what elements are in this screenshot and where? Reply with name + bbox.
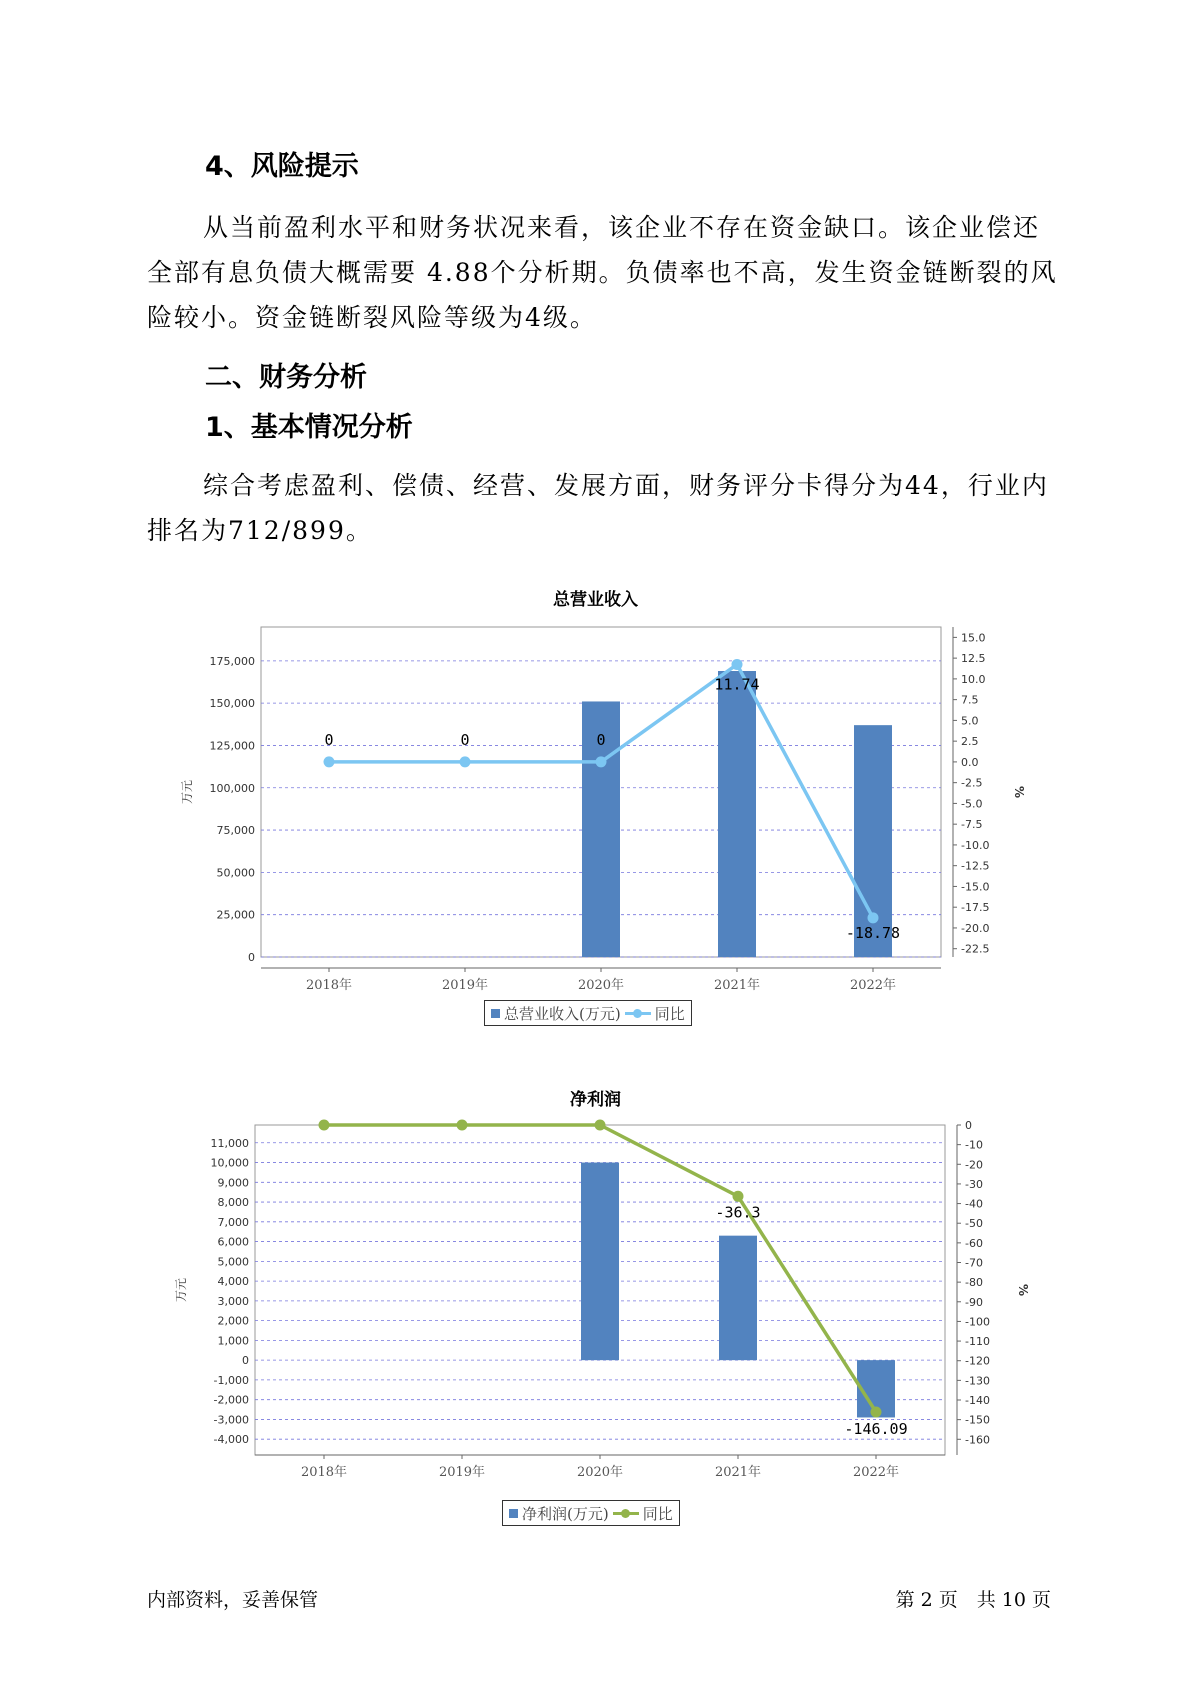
y-tick-label: 75,000 [216, 824, 255, 838]
x-tick-label: 2018年 [305, 978, 353, 993]
y2-tick-label: 12.5 [961, 652, 986, 666]
x-tick-label: 2021年 [713, 978, 761, 993]
x-tick-label: 2020年 [577, 978, 625, 993]
y-tick-label: 7,000 [217, 1215, 249, 1229]
y2-tick-label: -5.0 [961, 797, 983, 811]
y2-tick-label: -22.5 [961, 942, 990, 956]
y2-tick-label: 10.0 [961, 672, 986, 686]
legend-bar-label: 总营业收入(万元) [504, 1004, 621, 1023]
y2-tick-label: -140 [965, 1394, 990, 1407]
y-tick-label: 3,000 [217, 1294, 249, 1308]
x-tick-label: 2019年 [441, 978, 489, 993]
data-label-3: 11.74 [714, 675, 760, 694]
chart-title-net-profit: 净利润 [570, 1090, 621, 1110]
data-label-4: -18.78 [845, 923, 901, 942]
y-tick-label: 125,000 [209, 739, 255, 753]
y2-tick-label: -12.5 [961, 859, 990, 873]
line-point-4 [871, 1406, 882, 1417]
y2-axis-label: % [1016, 1283, 1030, 1297]
y-tick-label: 175,000 [209, 654, 255, 668]
y-tick-label: 10,000 [210, 1156, 249, 1170]
y2-tick-label: 2.5 [961, 735, 979, 749]
y-tick-label: 4,000 [217, 1275, 249, 1289]
chart-title-revenue: 总营业收入 [553, 590, 638, 610]
data-label-1: 0 [460, 730, 470, 749]
section-heading-financial-analysis: 二、财务分析 [205, 362, 367, 393]
y2-tick-label: -15.0 [961, 880, 990, 894]
legend-line-swatch [625, 1012, 651, 1015]
footer-page-number: 第 2 页 共 10 页 [895, 1589, 1051, 1611]
y2-tick-label: -20 [965, 1158, 983, 1172]
legend-bar-swatch [509, 1509, 518, 1518]
y-tick-label: 0 [248, 951, 255, 964]
y2-tick-label: 0 [965, 1119, 972, 1132]
sub-heading-basic-analysis: 1、基本情况分析 [205, 412, 413, 443]
y2-tick-label: -30 [965, 1177, 983, 1191]
x-tick-label: 2022年 [849, 978, 897, 993]
chart-revenue [0, 600, 1191, 1040]
y2-tick-label: -110 [965, 1335, 990, 1349]
y-tick-label: 150,000 [209, 697, 255, 711]
footer-confidential: 内部资料，妥善保管 [147, 1589, 319, 1611]
y2-tick-label: -17.5 [961, 901, 990, 915]
risk-paragraph: 从当前盈利水平和财务状况来看，该企业不存在资金缺口。该企业偿还全部有息负债大概需要 4.88个分析期。负债率也不高，发生资金链断裂的风险较小。资金链断裂风险等级为4级。 [147, 213, 1058, 332]
y-tick-label: 2,000 [217, 1314, 249, 1328]
y-axis-label: 万元 [174, 1277, 188, 1303]
y-tick-label: 8,000 [217, 1196, 249, 1210]
y2-tick-label: -20.0 [961, 921, 990, 935]
chart-net-profit [0, 1100, 1191, 1540]
legend-line-label: 同比 [642, 1504, 673, 1523]
legend-bar-label: 净利润(万元) [522, 1504, 609, 1523]
line-point-0 [319, 1120, 330, 1131]
x-tick-label: 2021年 [714, 1465, 762, 1480]
y2-tick-label: 7.5 [961, 693, 979, 707]
line-point-1 [457, 1120, 468, 1131]
line-point-0 [324, 756, 335, 767]
chart-legend-revenue [484, 1000, 692, 1026]
y2-tick-label: -80 [965, 1276, 983, 1290]
x-tick-label: 2019年 [438, 1465, 486, 1480]
y2-tick-label: -160 [965, 1433, 990, 1447]
y-tick-label: 5,000 [217, 1255, 249, 1269]
y-tick-label: 1,000 [217, 1334, 249, 1348]
x-tick-label: 2022年 [852, 1465, 900, 1480]
y-tick-label: 0 [242, 1354, 249, 1368]
legend-line-label: 同比 [654, 1004, 685, 1023]
data-label-3: -36.3 [715, 1203, 761, 1222]
y2-tick-label: -120 [965, 1354, 990, 1368]
line-point-3 [732, 659, 743, 670]
y2-tick-label: 15.0 [961, 631, 986, 645]
y2-tick-label: -60 [965, 1236, 983, 1250]
line-point-2 [595, 1120, 606, 1131]
line-point-1 [460, 756, 471, 767]
y2-tick-label: -2.5 [961, 776, 983, 790]
bar-3 [719, 1236, 757, 1360]
y2-tick-label: -70 [965, 1256, 983, 1270]
y-axis-label: 万元 [180, 779, 194, 805]
basic-analysis-paragraph: 综合考虑盈利、偿债、经营、发展方面，财务评分卡得分为44，行业内排名为712/899。 [147, 471, 1049, 545]
y2-tick-label: -50 [965, 1217, 983, 1231]
y-tick-label: -4,000 [213, 1433, 249, 1447]
line-point-4 [868, 912, 879, 923]
chart-legend-net-profit [502, 1500, 680, 1526]
legend-line-swatch [613, 1512, 639, 1515]
bar-2 [581, 1163, 619, 1361]
x-tick-label: 2020年 [576, 1465, 624, 1480]
legend-bar-swatch [491, 1009, 500, 1018]
line-point-3 [733, 1191, 744, 1202]
y2-tick-label: -7.5 [961, 818, 983, 832]
y2-tick-label: -100 [965, 1315, 990, 1329]
y2-tick-label: -150 [965, 1413, 990, 1427]
y-tick-label: 11,000 [210, 1136, 249, 1150]
bar-3 [718, 671, 756, 957]
data-label-2: 0 [596, 730, 606, 749]
y2-tick-label: -10 [965, 1138, 983, 1152]
y2-axis-label: % [1012, 785, 1026, 799]
y-tick-label: 50,000 [216, 866, 255, 880]
y2-tick-label: 0.0 [961, 755, 979, 769]
y2-tick-label: -10.0 [961, 838, 990, 852]
y2-tick-label: -130 [965, 1374, 990, 1388]
y-tick-label: -2,000 [213, 1393, 249, 1407]
y2-tick-label: -90 [965, 1295, 983, 1309]
data-label-0: 0 [324, 730, 334, 749]
y-tick-label: 6,000 [217, 1235, 249, 1249]
x-tick-label: 2018年 [300, 1465, 348, 1480]
y2-tick-label: 5.0 [961, 714, 979, 728]
section-heading-risk: 4、风险提示 [205, 151, 359, 182]
y-tick-label: -1,000 [213, 1373, 249, 1387]
y-tick-label: 25,000 [216, 908, 255, 922]
y-tick-label: 9,000 [217, 1176, 249, 1190]
y-tick-label: 100,000 [209, 781, 255, 795]
y2-tick-label: -40 [965, 1197, 983, 1211]
data-label-4: -146.09 [844, 1419, 908, 1438]
y-tick-label: -3,000 [213, 1413, 249, 1427]
line-point-2 [596, 756, 607, 767]
